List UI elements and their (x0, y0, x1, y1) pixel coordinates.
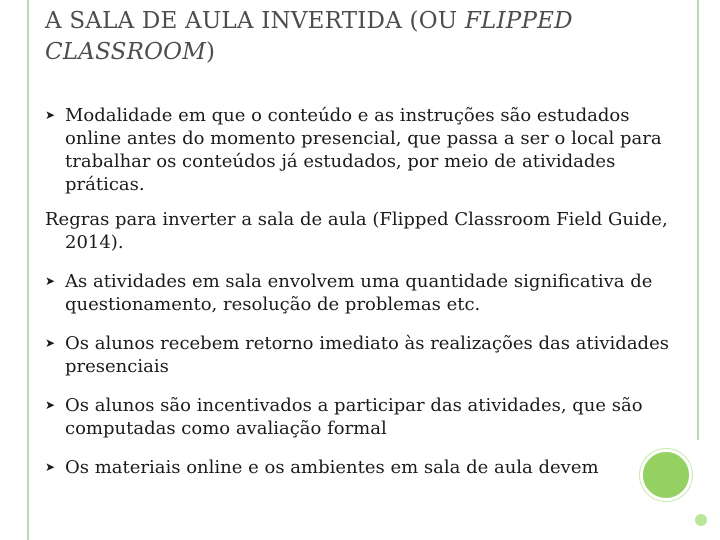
left-decorative-rule (27, 0, 29, 540)
bullet-text: Modalidade em que o conteúdo e as instruções são estudados online antes do momento presencial, que passa a ser o local para trabalhar os conteúdos já estudados, por meio de atividades práticas. (65, 105, 662, 195)
small-green-circle-decoration (695, 514, 707, 526)
bullet-item (45, 456, 685, 479)
title-italic-flipped: FLIPPED (464, 8, 573, 34)
bullet-text: Os alunos são incentivados a participar das atividades, que são computadas como avaliação formal (65, 395, 643, 439)
bullet-text: Os alunos recebem retorno imediato às realizações das atividades presenciais (65, 333, 669, 377)
bullet-text: Os materiais online e os ambientes em sala de aula devem (65, 457, 599, 478)
arrow-bullet-icon: ➤ (45, 336, 56, 350)
bullet-item (45, 332, 685, 378)
bullet-item (45, 104, 685, 196)
title-italic-classroom: CLASSROOM (45, 39, 206, 65)
arrow-bullet-icon: ➤ (45, 460, 56, 474)
paragraph-text: Regras para inverter a sala de aula (Flipped Classroom Field Guide, 2014). (45, 209, 668, 253)
arrow-bullet-icon: ➤ (45, 108, 56, 122)
arrow-bullet-icon: ➤ (45, 274, 56, 288)
bullet-text: As atividades em sala envolvem uma quantidade significativa de questionamento, resolução de problemas etc. (65, 271, 653, 315)
bullet-item (45, 270, 685, 316)
plain-paragraph (45, 208, 685, 254)
bullet-item (45, 394, 685, 440)
title-closing-paren: ) (205, 39, 216, 65)
right-decorative-rule (697, 0, 699, 440)
title-text: A SALA DE AULA INVERTIDA (OU (45, 8, 465, 34)
slide-body (45, 104, 685, 479)
arrow-bullet-icon: ➤ (45, 398, 56, 412)
slide-title (45, 6, 685, 68)
